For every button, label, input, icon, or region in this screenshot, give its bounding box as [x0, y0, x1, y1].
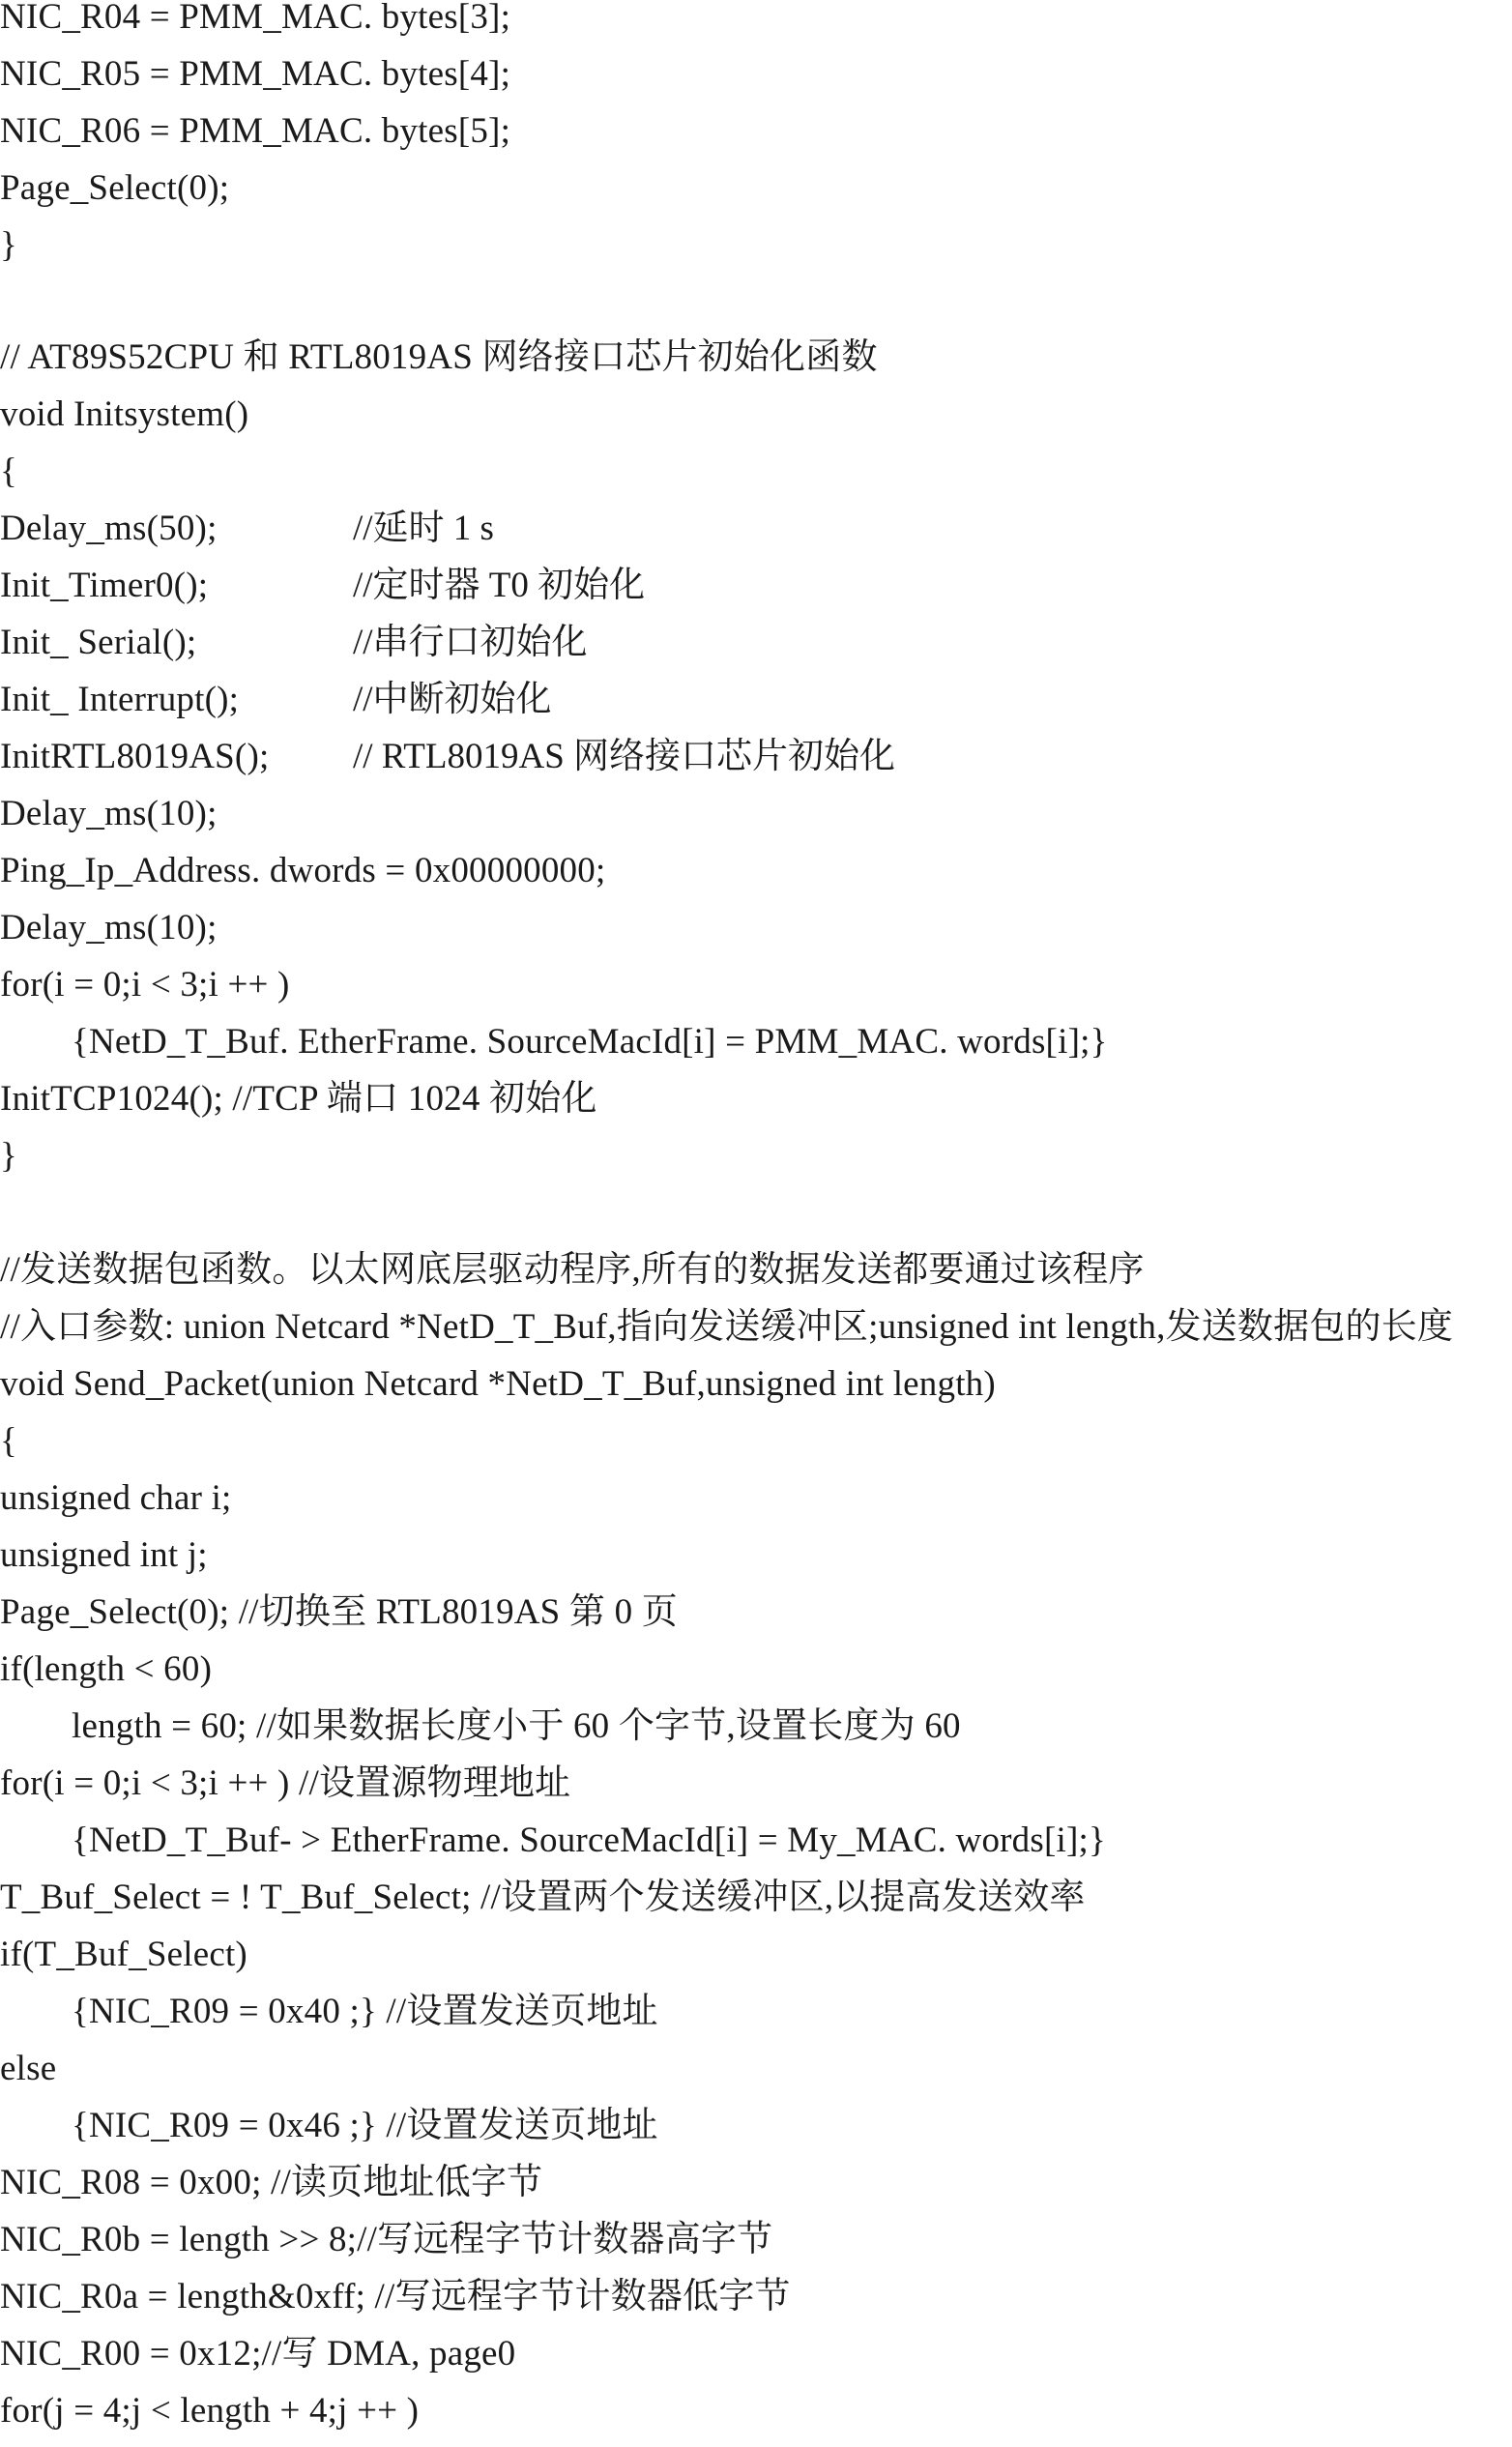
code-line: Ping_Ip_Address. dwords = 0x00000000;	[0, 851, 606, 890]
code-line: NIC_R05 = PMM_MAC. bytes[4];	[0, 54, 511, 94]
code-line: else	[0, 2049, 57, 2088]
code-line: for(i = 0;i < 3;i ++ )	[0, 965, 290, 1005]
code-line: NIC_R0b = length >> 8;//写远程字节计数器高字节	[0, 2220, 773, 2259]
code-line: Init_ Interrupt();	[0, 680, 240, 719]
code-line: NIC_R0a = length&0xff; //写远程字节计数器低字节	[0, 2277, 791, 2316]
code-line: //发送数据包函数。以太网底层驱动程序,所有的数据发送都要通过该程序	[0, 1250, 1145, 1290]
code-line: for(i = 0;i < 3;i ++ ) //设置源物理地址	[0, 1763, 571, 1803]
code-line: Delay_ms(10);	[0, 794, 218, 833]
code-line: unsigned int j;	[0, 1535, 208, 1575]
code-line: T_Buf_Select = ! T_Buf_Select; //设置两个发送缓冲区,以提高发送效率	[0, 1878, 1086, 1917]
code-line: Delay_ms(50);	[0, 509, 218, 548]
code-line: {	[0, 452, 17, 491]
code-line: {NIC_R09 = 0x40 ;} //设置发送页地址	[72, 1992, 658, 2031]
code-line: if(length < 60)	[0, 1649, 213, 1689]
code-line: void Initsystem()	[0, 394, 249, 434]
code-line: Init_ Serial();	[0, 623, 197, 662]
code-line: {NIC_R09 = 0x46 ;} //设置发送页地址	[72, 2106, 658, 2145]
code-comment: //定时器 T0 初始化	[353, 566, 646, 605]
code-line: if(T_Buf_Select)	[0, 1935, 247, 1974]
code-line: // AT89S52CPU 和 RTL8019AS 网络接口芯片初始化函数	[0, 337, 878, 377]
code-line: NIC_R08 = 0x00; //读页地址低字节	[0, 2163, 543, 2202]
code-line: NIC_R04 = PMM_MAC. bytes[3];	[0, 0, 511, 37]
code-line: InitTCP1024(); //TCP 端口 1024 初始化	[0, 1079, 597, 1119]
code-line: }	[0, 225, 17, 265]
code-line: {NetD_T_Buf. EtherFrame. SourceMacId[i] = PMM_MAC. words[i];}	[72, 1022, 1108, 1062]
code-comment: // RTL8019AS 网络接口芯片初始化	[353, 737, 896, 776]
code-line: unsigned char i;	[0, 1478, 232, 1518]
code-line: {	[0, 1421, 17, 1461]
code-line: InitRTL8019AS();	[0, 737, 270, 776]
code-line: Page_Select(0); //切换至 RTL8019AS 第 0 页	[0, 1592, 678, 1632]
code-line: Page_Select(0);	[0, 168, 230, 208]
code-line: Delay_ms(10);	[0, 908, 218, 947]
code-comment: //串行口初始化	[353, 623, 588, 662]
code-line: //入口参数: union Netcard *NetD_T_Buf,指向发送缓冲区;unsigned int length,发送数据包的长度	[0, 1307, 1454, 1347]
code-line: NIC_R00 = 0x12;//写 DMA, page0	[0, 2334, 516, 2374]
code-comment: //中断初始化	[353, 680, 552, 719]
code-line: length = 60; //如果数据长度小于 60 个字节,设置长度为 60	[72, 1706, 961, 1746]
code-line: {NetD_T_Buf- > EtherFrame. SourceMacId[i] = My_MAC. words[i];}	[72, 1821, 1106, 1860]
code-comment: //延时 1 s	[353, 509, 494, 548]
code-line: }	[0, 1136, 17, 1176]
code-line: void Send_Packet(union Netcard *NetD_T_Buf,unsigned int length)	[0, 1364, 996, 1404]
code-line: Init_Timer0();	[0, 566, 209, 605]
code-line: for(j = 4;j < length + 4;j ++ )	[0, 2391, 420, 2431]
code-line: NIC_R06 = PMM_MAC. bytes[5];	[0, 111, 511, 151]
